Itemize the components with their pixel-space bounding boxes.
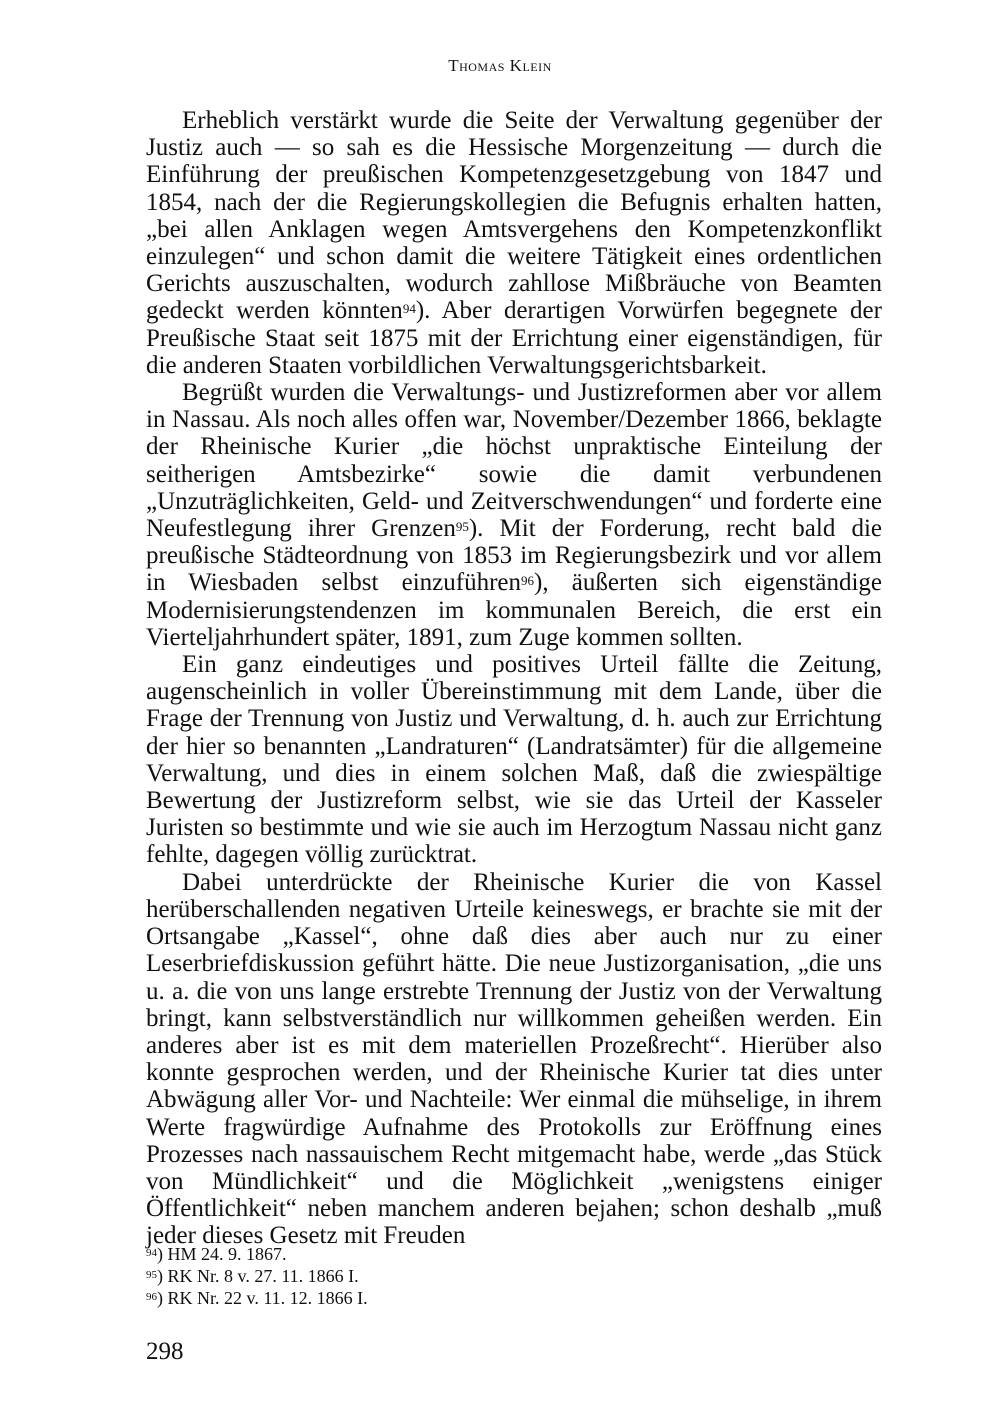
footnote	[146, 1287, 646, 1309]
footnote-text: ) HM 24. 9. 1867.	[157, 1244, 287, 1264]
page-number: 298	[146, 1338, 184, 1365]
running-head: Thomas Klein	[448, 56, 552, 75]
paragraph	[146, 869, 882, 1250]
footnote-ref[interactable]: 94	[402, 301, 416, 317]
footnote-ref[interactable]: 96	[521, 573, 535, 589]
body-text	[146, 107, 882, 1250]
text-run: ). Mit der Forderung, recht bald die preußische Städteordnung von 1853 im Regierungsbezirk und vor allem in Wiesbaden selbst einzuführen	[146, 515, 882, 597]
footnote-mark: 96	[146, 1291, 157, 1303]
footnotes	[146, 1243, 646, 1309]
footnote	[146, 1243, 646, 1265]
paragraph	[146, 379, 882, 651]
paragraph	[146, 107, 882, 379]
text-run: Erheblich verstärkt wurde die Seite der Verwaltung gegenüber der Justiz auch — so sah es die Hessische Morgenzeitung — durch die Einführung der preußischen Kompetenzgesetzgebung von 1847 und 1854, nach der die Regierungskollegien die Befugnis erhalten hatten, „bei allen Anklagen wegen Amtsvergehens den Kompetenzkonflikt einzulegen“ und schon damit die weitere Tätigkeit eines ordentlichen Gerichts auszuschalten, wodurch zahllose Mißbräuche von Beamten gedeckt werden könnten	[146, 107, 882, 325]
footnote	[146, 1265, 646, 1287]
footnote-mark: 94	[146, 1247, 157, 1259]
footnote-text: ) RK Nr. 22 v. 11. 12. 1866 I.	[157, 1288, 368, 1308]
text-run: Begrüßt wurden die Verwaltungs- und Justizreformen aber vor allem in Nassau. Als noch alles offen war, November/Dezember 1866, beklagte der Rheinische Kurier „die höchst unpraktische Einteilung der seitherigen Amtsbezirke“ sowie die damit verbundenen „Unzuträglichkeiten, Geld- und Zeitverschwendungen“ und forderte eine Neufestlegung ihrer Grenzen	[146, 379, 882, 543]
text-run: ), äußerten sich eigenständige Modernisierungstendenzen im kommunalen Bereich, die erst ein Vierteljahrhundert später, 1891, zum Zuge kommen sollten.	[146, 569, 882, 651]
text-run: Ein ganz eindeutiges und positives Urteil fällte die Zeitung, augenscheinlich in voller Übereinstimmung mit dem Lande, über die Frage der Trennung von Justiz und Verwaltung, d. h. auch zur Errichtung der hier so benannten „Landraturen“ (Landratsämter) für die allgemeine Verwaltung, und dies in einem solchen Maß, daß die zwiespältige Bewertung der Justizreform selbst, wie sie das Urteil der Kasseler Juristen so bestimmte und wie sie auch im Herzogtum Nassau nicht ganz fehlte, dagegen völlig zurücktrat.	[146, 651, 882, 869]
footnote-text: ) RK Nr. 8 v. 27. 11. 1866 I.	[157, 1266, 359, 1286]
footnote-mark: 95	[146, 1269, 157, 1281]
text-run: Dabei unterdrückte der Rheinische Kurier die von Kassel herüberschallenden negativen Urteile keineswegs, er brachte sie mit der Ortsangabe „Kassel“, ohne daß dies aber auch nur zu einer Leserbriefdiskussion geführt hätte. Die neue Justizorganisation, „die uns u. a. die von uns lange erstrebte Trennung der Justiz von der Verwaltung bringt, kann selbstverständlich nur willkommen geheißen werden. Ein anderes aber ist es mit dem materiellen Prozeßrecht“. Hierüber also konnte gesprochen werden, und der Rheinische Kurier tat dies unter Abwägung aller Vor- und Nachteile: Wer einmal die mühselige, in ihrem Werte fragwürdige Aufnahme des Protokolls zur Eröffnung eines Prozesses nach nassauischem Recht mitgemacht habe, werde „das Stück von Mündlichkeit“ und die Möglichkeit „wenigstens einiger Öffentlichkeit“ neben manchem anderen bejahen; schon deshalb „muß jeder dieses Gesetz mit Freuden	[146, 868, 882, 1250]
footnote-ref[interactable]: 95	[455, 519, 469, 535]
paragraph	[146, 651, 882, 869]
text-run: ). Aber derartigen Vorwürfen begegnete der Preußische Staat seit 1875 mit der Errichtung einer eigenständigen, für die anderen Staaten vorbildlichen Verwaltungsgerichtsbarkeit.	[146, 297, 882, 379]
